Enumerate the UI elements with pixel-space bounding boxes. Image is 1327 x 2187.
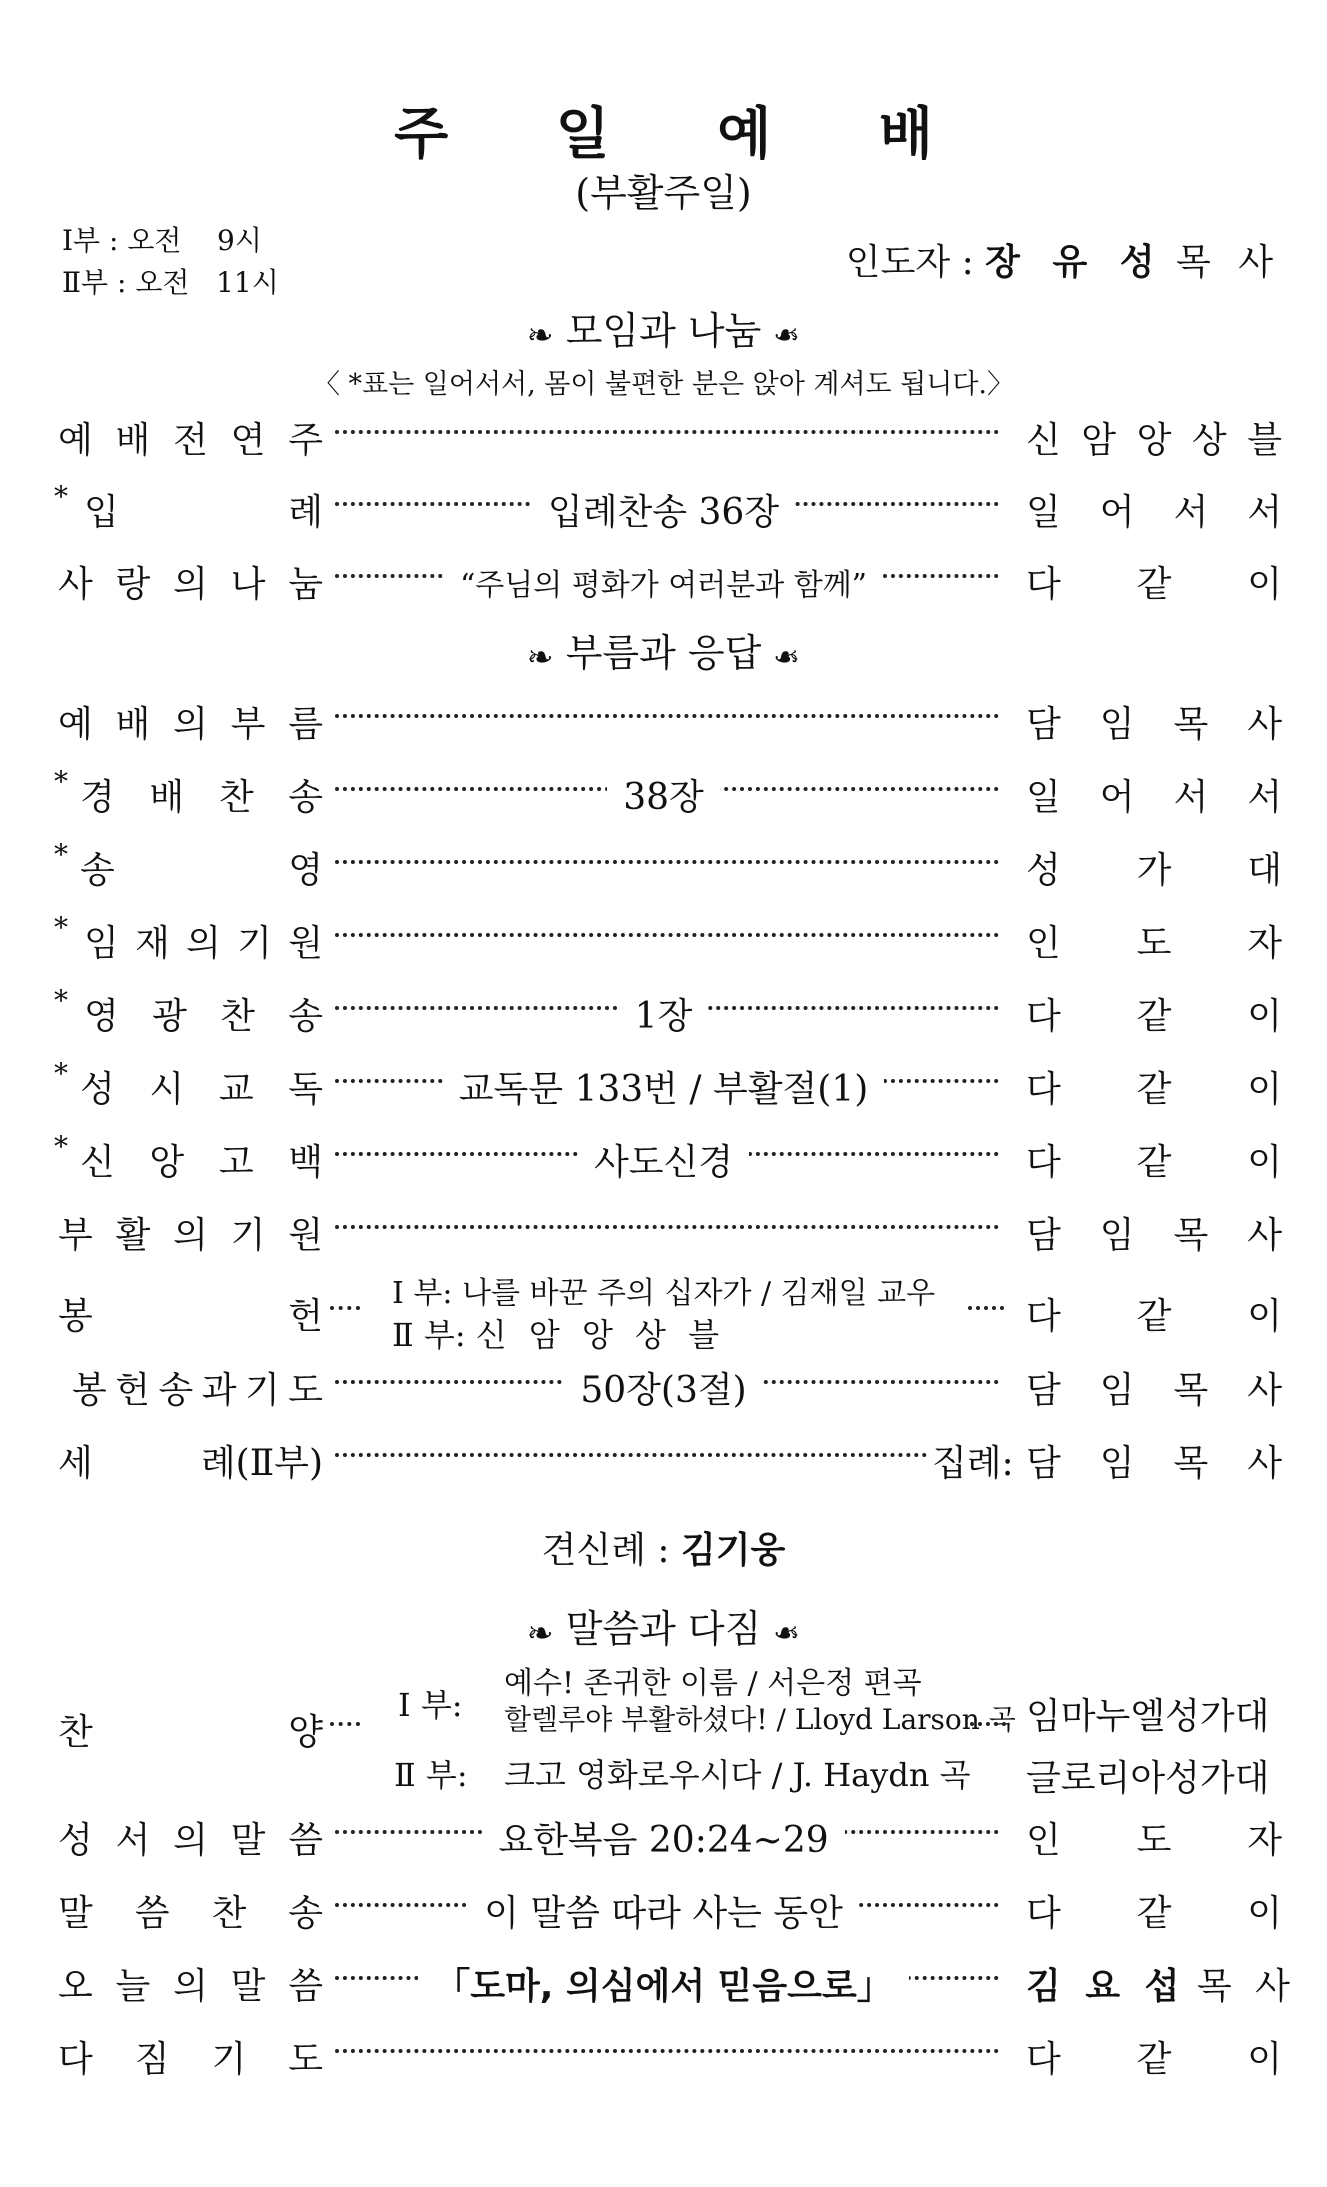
item-responsible: 담 임 목 사 [1026,1443,1282,1484]
choir-part1-line1: 예수! 존귀한 이름 / 서은정 편곡 [504,1666,922,1701]
order-item-choir [0,1658,1327,1798]
order-item-prelude [0,412,1327,462]
item-label: 말 씀 찬 송 [58,1893,323,1934]
order-item-doxology [0,838,1327,892]
standing-note: 〈 *표는 일어서서, 몸이 불편한 분은 앉아 계셔도 됩니다.〉 [312,369,1015,400]
item-label: 예 배 의 부 름 [58,704,323,745]
service-time-1: Ⅰ부 : 오전 9시 [62,224,262,257]
service-time-2: Ⅱ부 : 오전 11시 [62,266,279,299]
dot-leader [968,1306,1004,1310]
standing-marker: * [54,1130,68,1163]
standing-marker: * [54,1057,68,1090]
confirmation-name: 김기웅 [681,1530,786,1571]
item-responsible: 다 같 이 [1026,1893,1282,1934]
order-item-entrance [0,480,1327,534]
confirmation [0,1522,1327,1573]
offering-part2: Ⅱ 부: 신 암 앙 상 블 [392,1316,726,1354]
item-label: 찬 양 [58,1712,323,1753]
order-item-responsive-reading [0,1057,1327,1111]
leader-role: 목 사 [1176,242,1281,283]
ornament-right-icon: ❧ [773,1613,801,1652]
item-responsible: 다 같 이 [1026,1296,1282,1337]
order-item-word-hymn [0,1885,1327,1935]
item-responsible: 일 어 서 서 [1026,777,1282,818]
dot-leader [335,1225,999,1229]
leader-name: 장 유 성 [985,242,1165,283]
item-detail: 교독문 133번 / 부활절(1) [330,1061,997,1112]
item-responsible: 다 같 이 [1026,564,1282,605]
dot-leader [330,1722,360,1726]
order-item-offering [0,1268,1327,1358]
item-label: 성 서 의 말 씀 [58,1820,323,1861]
choir-part2-tag: Ⅱ 부: [394,1756,468,1794]
item-detail: 50장(3절) [330,1362,997,1413]
page-subtitle: (부활주일) [575,171,752,215]
service-times [62,220,279,304]
item-label: 봉 헌 [58,1296,323,1337]
item-label: 부 활 의 기 원 [58,1215,323,1256]
item-label: 성 시 교 독 [80,1069,323,1110]
choir-part1-line2: 할렐루야 부활하셨다! / Lloyd Larson 곡 [504,1703,1016,1736]
order-item-peace [0,556,1327,606]
item-responsible: 김 요 섭 목 사 [1026,1966,1296,2007]
dot-leader [335,430,999,434]
section-title: 말씀과 다짐 [565,1607,762,1651]
item-label: 오 늘 의 말 씀 [58,1966,323,2007]
item-responsible: 다 같 이 [1026,1142,1282,1183]
item-detail: 입례찬송 36장 [330,484,997,535]
section-heading-gathering [0,300,1327,355]
choir-right2: 글로리아성가대 [1026,1758,1270,1799]
item-detail: 38장 [330,769,997,820]
item-label: 예 배 전 연 주 [58,420,323,461]
ornament-left-icon: ❧ [526,1613,554,1652]
item-label: 송 영 [80,850,323,891]
item-label: 세 례(Ⅱ부) [58,1443,323,1484]
choir-part1-tag: Ⅰ 부: [398,1686,463,1724]
order-item-scripture [0,1812,1327,1862]
standing-marker: * [54,838,68,871]
item-label: 다 짐 기 도 [58,2039,323,2080]
dot-leader [335,714,999,718]
dot-leader [330,1306,360,1310]
item-label: 임 재 의 기 원 [84,923,323,964]
section-title: 부름과 응답 [565,631,762,675]
order-item-commitment-prayer [0,2031,1327,2081]
offering-part1: Ⅰ 부: 나를 바꾼 주의 십자가 / 김재일 교우 [392,1276,936,1311]
item-detail: “주님의 평화가 여러분과 함께” [330,560,997,604]
item-responsible: 담 임 목 사 [1026,1215,1282,1256]
order-item-call-to-worship [0,696,1327,746]
page-title: 주 일 예 배 [394,102,977,167]
item-label: 봉 헌 송 과 기 도 [72,1370,323,1411]
item-label: 영 광 찬 송 [84,996,323,1037]
item-label: 경 배 찬 송 [80,777,323,818]
section-heading-word-commitment [0,1598,1327,1653]
item-responsible: 다 같 이 [1026,2039,1282,2080]
item-responsible: 인 도 자 [1026,1820,1282,1861]
ornament-right-icon: ❧ [773,637,801,676]
dot-leader [335,933,999,937]
section-heading-call-response [0,622,1327,677]
order-item-invocation [0,911,1327,965]
sermon-title: 「도마, 의심에서 믿음으로」 [330,1958,997,2009]
confirmation-label: 견신례 : [541,1530,681,1571]
item-responsible: 다 같 이 [1026,996,1282,1037]
item-detail: 이 말씀 따라 사는 동안 [330,1885,997,1936]
order-item-sermon [0,1958,1327,2008]
order-item-offering-prayer [0,1362,1327,1412]
order-item-resurrection-prayer [0,1207,1327,1257]
dot-leader [335,2049,999,2053]
order-item-glory-hymn [0,984,1327,1038]
standing-marker: * [54,480,68,513]
leader-label: 인도자 : [845,242,986,283]
ornament-left-icon: ❧ [526,637,554,676]
officiant-prefix: 집례: [932,1443,1014,1484]
item-responsible: 신 암 앙 상 블 [1026,420,1282,461]
item-responsible: 인 도 자 [1026,923,1282,964]
choir-part2: 크고 영화로우시다 / J. Haydn 곡 [504,1756,971,1794]
dot-leader [335,1453,927,1457]
order-item-baptism [0,1435,1327,1485]
ornament-left-icon: ❧ [526,315,554,354]
item-label: 입 례 [84,492,323,533]
order-item-hymn [0,765,1327,819]
item-responsible: 성 가 대 [1026,850,1282,891]
standing-marker: * [54,765,68,798]
standing-marker: * [54,984,68,1017]
item-responsible: 다 같 이 [1026,1069,1282,1110]
item-label: 사 랑 의 나 눔 [58,564,323,605]
section-title: 모임과 나눔 [565,309,762,353]
dot-leader [335,860,999,864]
dot-leader [970,1722,1006,1726]
item-responsible: 담 임 목 사 [1026,1370,1282,1411]
item-responsible: 담 임 목 사 [1026,704,1282,745]
item-responsible: 일 어 서 서 [1026,492,1282,533]
item-label: 신 앙 고 백 [80,1142,323,1183]
item-detail: 요한복음 20:24~29 [330,1812,997,1863]
choir-right1: 임마누엘성가대 [1026,1696,1270,1737]
standing-marker: * [54,911,68,944]
order-item-creed [0,1130,1327,1184]
item-detail: 사도신경 [330,1134,997,1185]
worship-leader [846,234,1281,285]
ornament-right-icon: ❧ [773,315,801,354]
item-detail: 1장 [330,988,997,1039]
